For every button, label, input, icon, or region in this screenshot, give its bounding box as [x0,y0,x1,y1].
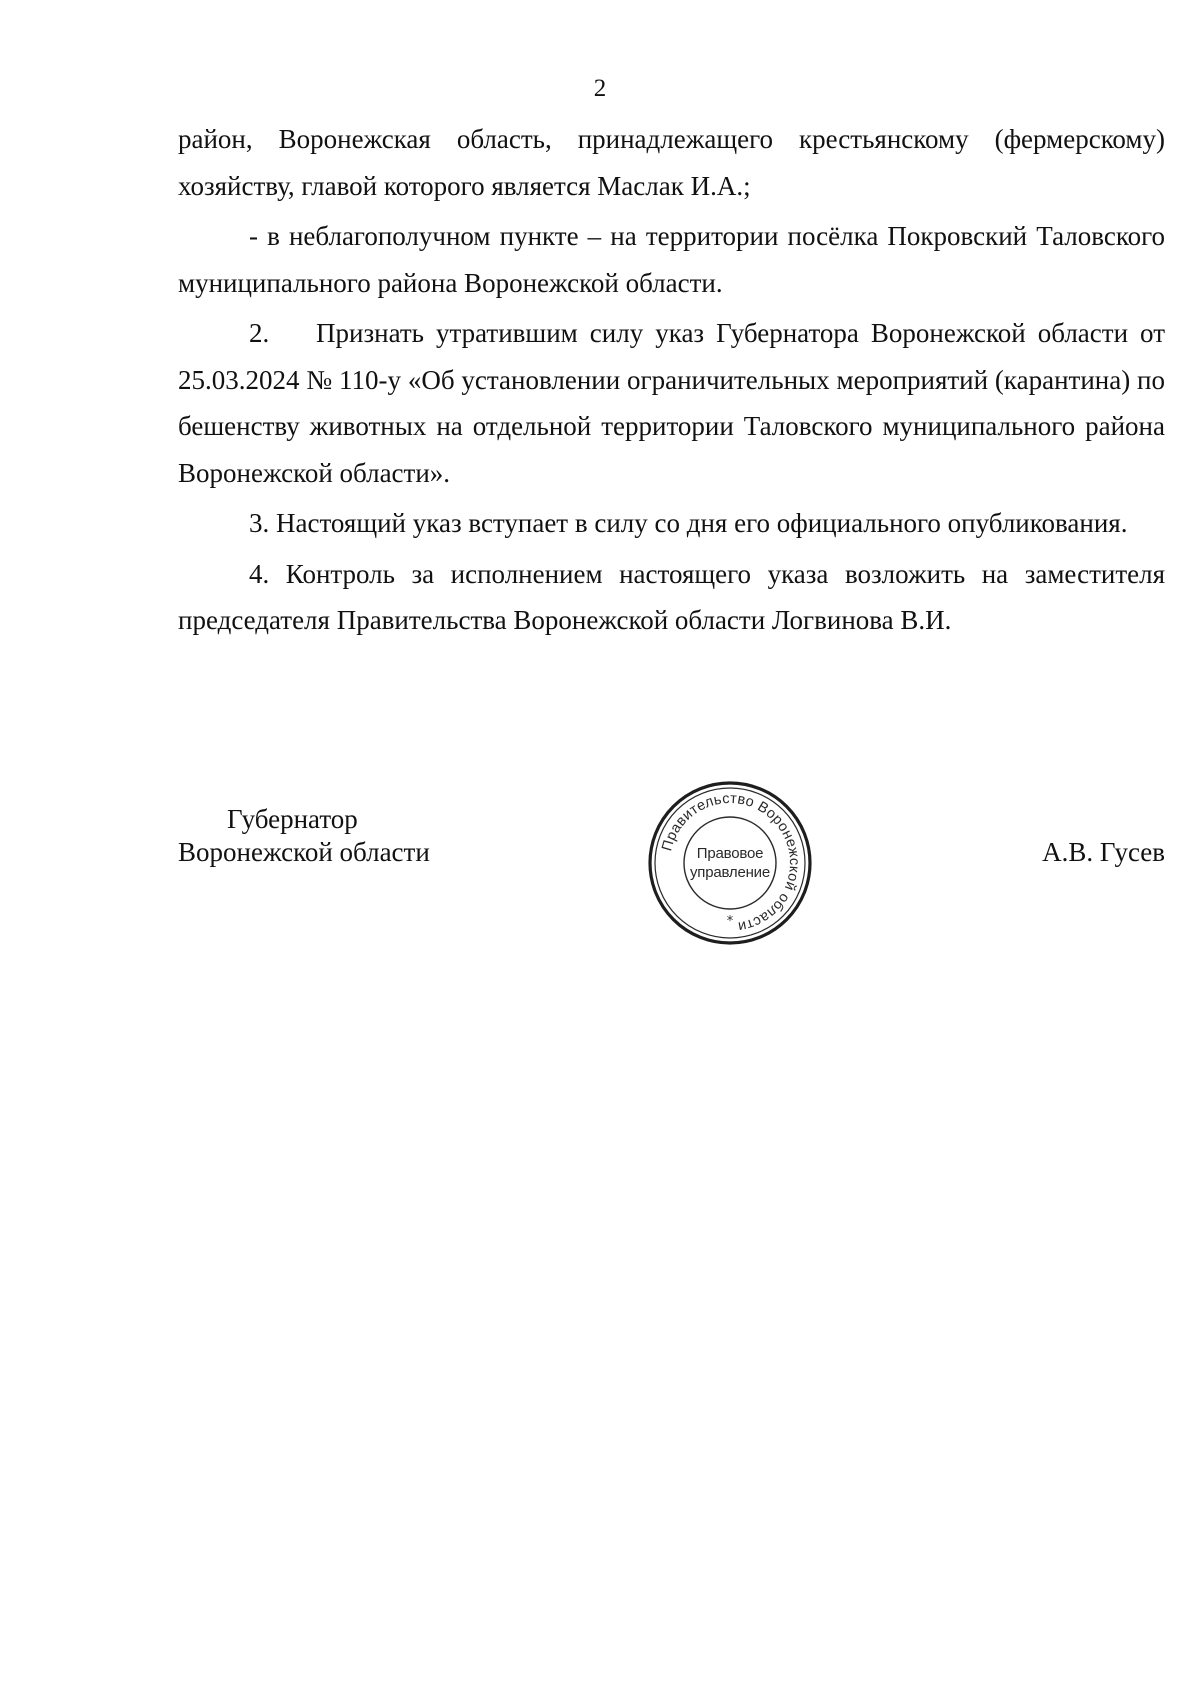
stamp-center-line1: Правовое [696,845,764,862]
signatory-name: А.В. Гусев [1042,837,1165,867]
signatory-title [178,803,430,869]
stamp-star-icon: * [726,914,734,929]
signatory-title-line2: Воронежской области [178,837,430,867]
paragraph-item-4: 4. Контроль за исполнением настоящего указа возложить на заместителя председателя Правительства Воронежской области Логвинова В.И. [178,558,1165,635]
paragraph-item-2 [178,310,1165,496]
stamp-center-line2: управление [689,864,771,881]
stamp-ring-text: Правительство Воронежской области [659,790,803,935]
document-body [178,116,1165,648]
paragraph-continuation: район, Воронежская область, принадлежащего крестьянскому (фермерскому) хозяйству, главой которого является Маслак И.А.; [178,124,1165,201]
paragraph-bullet-locality: - в неблагополучном пункте – на территории посёлка Покровский Таловского муниципального района Воронежской области. [178,221,1165,298]
paragraph-item-2-text: Признать утратившим силу указ Губернатора Воронежской области от 25.03.2024 № 110-у «Об установлении ограничительных мероприятий (карантина) по бешенству животных на отдельной территории Таловского муниципального района Воронежской области». [178,318,1165,488]
paragraph-item-2-number: 2. [249,318,270,348]
paragraph-item-3: 3. Настоящий указ вступает в силу со дня его официального опубликования. [249,508,1128,538]
page-number: 2 [593,75,607,102]
signatory-title-line1: Губернатор [227,804,358,834]
official-stamp [645,778,815,948]
